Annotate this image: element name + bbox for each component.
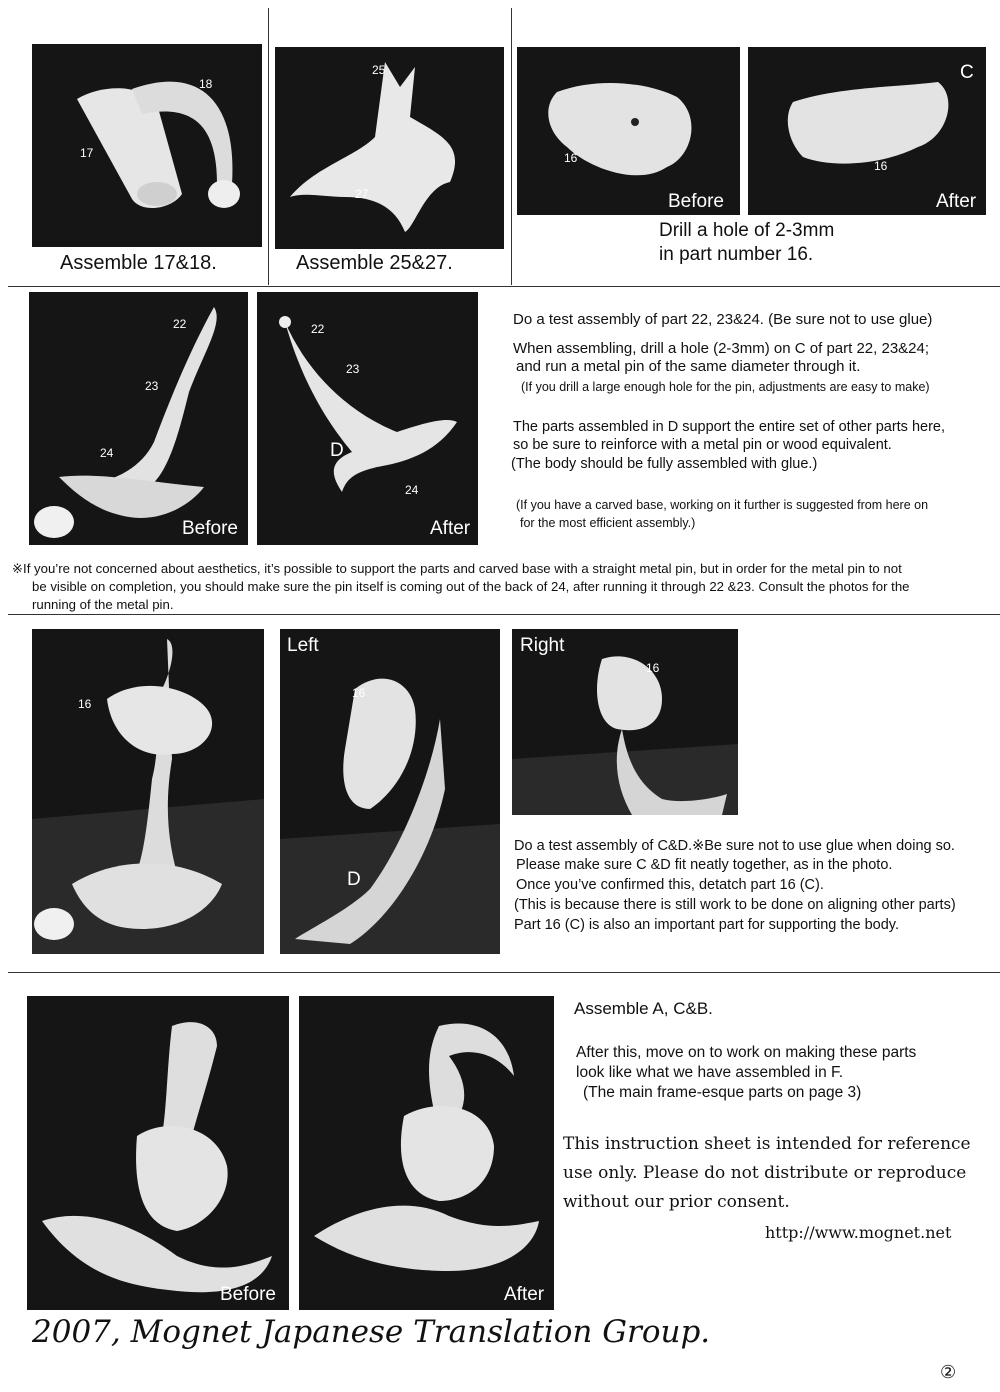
instruction-text: Part 16 (C) is also an important part for supporting the body. (514, 917, 899, 933)
parts-17-18-image (32, 44, 262, 247)
part-label: 23 (145, 379, 159, 393)
instruction-text: Do a test assembly of C&D.※Be sure not to use glue when doing so. (514, 838, 955, 854)
aesthetics-note: be visible on completion, you should make sure the pin itself is coming out of the back of 24, after running it through 22 &23. Consult the photos for the (32, 579, 910, 594)
part-label: 22 (311, 322, 325, 336)
photo-acb-before (27, 996, 289, 1310)
part-label: 27 (355, 187, 369, 201)
part-label: 16 (874, 159, 888, 173)
parts-22-24-after-image (257, 292, 478, 545)
usage-notice: This instruction sheet is intended for reference (563, 1134, 971, 1154)
instruction-note: (If you drill a large enough hole for the pin, adjustments are easy to make) (521, 380, 930, 394)
part-label: 16 (352, 686, 366, 700)
cd-front-image (32, 629, 264, 954)
view-left-label: Left (287, 635, 319, 656)
before-label: Before (220, 1284, 276, 1305)
assemble-acb-heading: Assemble A, C&B. (574, 999, 713, 1018)
aesthetics-note: ※If you’re not concerned about aesthetics, it’s possible to support the parts and carved base with a straight metal pin, but in order for the metal pin to not (12, 561, 902, 576)
parts-25-27-image (275, 47, 504, 249)
part-16-after-image (748, 47, 986, 215)
instruction-text: look like what we have assembled in F. (576, 1064, 844, 1081)
before-label: Before (668, 191, 724, 212)
part-label: 22 (173, 317, 187, 331)
photo-cd-test-left (280, 629, 500, 954)
caption-assemble-17-18: Assemble 17&18. (60, 252, 217, 274)
part-label: 18 (199, 77, 213, 91)
usage-notice: use only. Please do not distribute or reproduce (563, 1163, 967, 1183)
part-label: 24 (405, 483, 419, 497)
divider-h2 (8, 614, 1000, 615)
part-label: 23 (346, 362, 360, 376)
instruction-text: and run a metal pin of the same diameter through it. (516, 358, 861, 375)
aesthetics-note: running of the metal pin. (32, 597, 174, 612)
cd-left-image (280, 629, 500, 954)
photo-part16-before (517, 47, 740, 215)
photo-assemble-17-18 (32, 44, 262, 247)
divider-h1 (8, 286, 1000, 287)
acb-before-image (27, 996, 289, 1310)
website-link[interactable]: http://www.mognet.net (765, 1223, 952, 1242)
caption-assemble-25-27: Assemble 25&27. (296, 252, 453, 274)
acb-after-image (299, 996, 554, 1310)
view-right-label: Right (520, 635, 565, 656)
after-label: After (936, 191, 977, 212)
before-label: Before (182, 518, 238, 539)
part-c-label: C (960, 62, 974, 83)
usage-notice: without our prior consent. (563, 1192, 790, 1212)
photo-part16-after (748, 47, 986, 215)
translation-credit: 2007, Mognet Japanese Translation Group. (32, 1314, 711, 1350)
drill-caption-line2: in part number 16. (659, 244, 814, 265)
divider-h3 (8, 972, 1000, 973)
instruction-text: When assembling, drill a hole (2-3mm) on C of part 22, 23&24; (513, 340, 930, 357)
part-label: 25 (372, 63, 386, 77)
part-d-label: D (347, 869, 361, 890)
photo-22-23-24-before (29, 292, 248, 545)
instruction-note: for the most efficient assembly.) (520, 516, 696, 530)
after-label: After (430, 518, 471, 539)
instruction-text: (The body should be fully assembled with glue.) (511, 456, 818, 472)
part-label: 16 (78, 697, 92, 711)
photo-acb-after (299, 996, 554, 1310)
instruction-note: (If you have a carved base, working on it further is suggested from here on (516, 498, 929, 512)
after-label: After (504, 1284, 545, 1305)
page-number: ② (940, 1362, 957, 1382)
part-16-before-image (517, 47, 740, 215)
photo-cd-test-right (512, 629, 738, 815)
part-label: 17 (80, 146, 94, 160)
instruction-text: Please make sure C &D fit neatly together, as in the photo. (516, 857, 893, 873)
part-label: 16 (646, 661, 660, 675)
photo-cd-test-front (32, 629, 264, 954)
instruction-text: so be sure to reinforce with a metal pin or wood equivalent. (513, 437, 892, 453)
parts-22-24-before-image (29, 292, 248, 545)
divider-v1 (268, 8, 269, 285)
instruction-text: Do a test assembly of part 22, 23&24. (Be sure not to use glue) (513, 311, 933, 328)
photo-assemble-25-27 (275, 47, 504, 249)
divider-v2 (511, 8, 512, 285)
photo-22-23-24-after (257, 292, 478, 545)
part-d-label: D (330, 440, 344, 461)
instruction-text: The parts assembled in D support the entire set of other parts here, (513, 419, 946, 435)
drill-caption-line1: Drill a hole of 2-3mm (659, 220, 835, 241)
instruction-text: After this, move on to work on making these parts (576, 1044, 917, 1061)
part-label: 16 (564, 151, 578, 165)
instruction-text: (The main frame-esque parts on page 3) (583, 1084, 862, 1101)
instruction-text: Once you’ve confirmed this, detatch part 16 (C). (516, 877, 824, 893)
instruction-text: (This is because there is still work to be done on aligning other parts) (514, 897, 956, 913)
part-label: 24 (100, 446, 114, 460)
